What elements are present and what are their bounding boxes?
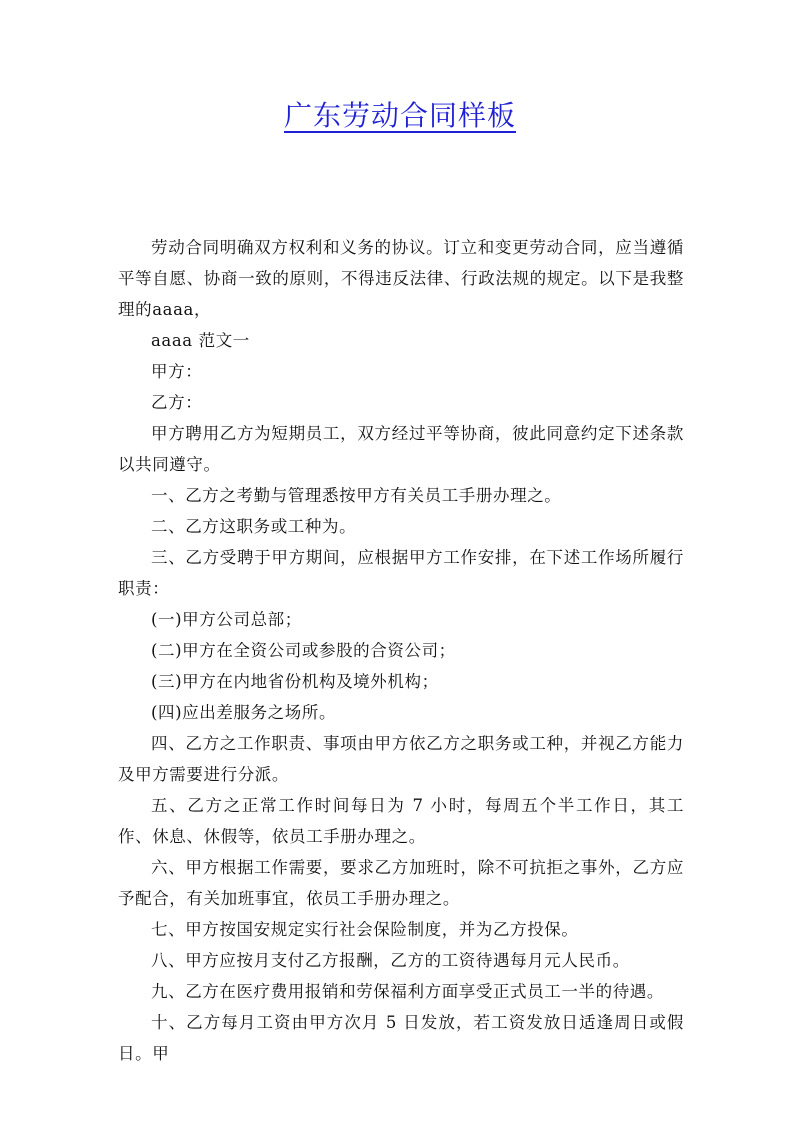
clause-3: 三、乙方受聘于甲方期间，应根据甲方工作安排，在下述工作场所履行职责： [118,548,684,598]
document-body [118,232,684,1069]
paragraph-preamble: 甲方聘用乙方为短期员工，双方经过平等协商，彼此同意约定下述条款以共同遵守。 [118,424,684,474]
clause-3-item-4: (四)应出差服务之场所。 [151,703,337,722]
paragraph-intro: 劳动合同明确双方权利和义务的协议。订立和变更劳动合同，应当遵循平等自愿、协商一致的原则，不得违反法律、行政法规的规定。以下是我整理的aaaa， [118,238,684,319]
clause-10: 十、乙方每月工资由甲方次月 5 日发放，若工资发放日适逢周日或假日。甲 [118,1013,684,1063]
paragraph-party-a: 甲方： [151,362,203,381]
clause-3-item-2: (二)甲方在全资公司或参股的合资公司； [151,641,456,660]
document-title[interactable]: 广东劳动合同样板 [283,99,516,132]
clause-9: 九、乙方在医疗费用报销和劳保福利方面享受正式员工一半的待遇。 [151,982,664,1001]
clause-5: 五、乙方之正常工作时间每日为 7 小时，每周五个半工作日，其工作、休息、休假等，依员工手册办理之。 [118,796,684,846]
clause-3-item-3: (三)甲方在内地省份机构及境外机构； [151,672,439,691]
clause-4: 四、乙方之工作职责、事项由甲方依乙方之职务或工种，并视乙方能力及甲方需要进行分派。 [118,734,684,784]
clause-1: 一、乙方之考勤与管理悉按甲方有关员工手册办理之。 [151,486,562,505]
paragraph-sample-heading: aaaa 范文一 [151,331,250,350]
clause-2: 二、乙方这职务或工种为。 [151,517,357,536]
clause-3-item-1: (一)甲方公司总部； [151,610,302,629]
paragraph-party-b: 乙方： [151,393,203,412]
clause-7: 七、甲方按国安规定实行社会保险制度，并为乙方投保。 [151,920,579,939]
clause-6: 六、甲方根据工作需要，要求乙方加班时，除不可抗拒之事外，乙方应予配合，有关加班事宜，依员工手册办理之。 [118,858,684,908]
clause-8: 八、甲方应按月支付乙方报酬，乙方的工资待遇每月元人民币。 [151,951,630,970]
